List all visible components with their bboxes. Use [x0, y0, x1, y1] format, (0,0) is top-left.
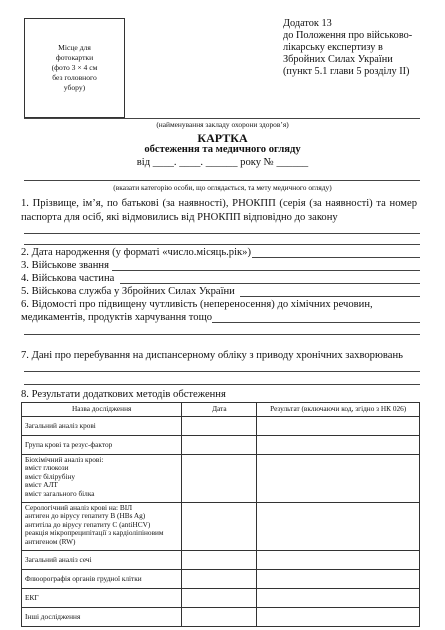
item-1-line[interactable] — [24, 233, 420, 234]
test-name-line: Загальний аналіз сечі — [25, 554, 92, 564]
photo-line: убору) — [63, 83, 86, 92]
item-5 — [21, 285, 235, 298]
test-name-line: вміст глюкози — [25, 463, 69, 473]
date-cell[interactable] — [182, 570, 257, 589]
table-row — [22, 551, 420, 570]
item-4-label: 4. Військова частина — [21, 273, 115, 284]
test-name — [22, 455, 182, 503]
column-header: Результат (включаючи код, згідно з НК 026) — [257, 403, 420, 417]
item-8: 8. Результати додаткових методів обстеження — [21, 389, 226, 400]
column-header: Назва дослідження — [22, 403, 182, 417]
table-header-row — [22, 403, 420, 417]
item-3-line[interactable] — [112, 270, 420, 271]
test-name — [22, 589, 182, 608]
photo-line: фотокартки — [55, 53, 94, 62]
photo-line: (фото 3 × 4 см — [51, 63, 98, 72]
results-table — [21, 402, 420, 627]
test-name-line: ЕКГ — [25, 592, 39, 602]
test-name — [22, 608, 182, 627]
item-3 — [21, 259, 109, 272]
item-2 — [21, 246, 251, 259]
date-cell[interactable] — [182, 589, 257, 608]
item-5-line[interactable] — [240, 296, 420, 297]
item-6-line-b: медикаментів, продуктів харчування тощо — [21, 312, 213, 323]
result-cell[interactable] — [257, 436, 420, 455]
result-cell[interactable] — [257, 455, 420, 503]
table-row — [22, 417, 420, 436]
annex-line: Додаток 13 — [283, 18, 332, 29]
category-line[interactable] — [24, 180, 420, 181]
photo-line: без головного — [52, 73, 97, 82]
item-4-line[interactable] — [120, 283, 420, 284]
test-name-line: Група крові та резус-фактор — [25, 439, 113, 449]
institution-caption: (найменування закладу охорони здоров’я) — [156, 120, 289, 129]
photo-placeholder-text — [35, 43, 115, 93]
annex-line: Збройних Силах України — [283, 54, 393, 65]
item-4 — [21, 272, 114, 285]
test-name-line: антигеном (RW) — [25, 536, 76, 546]
test-name — [22, 551, 182, 570]
test-name — [22, 570, 182, 589]
result-cell[interactable] — [257, 589, 420, 608]
item-2-label: 2. Дата народження (у форматі «число.місяць.рік») — [21, 247, 252, 258]
column-header: Дата — [182, 403, 257, 417]
test-name-line: антиген до вірусу гепатиту В (HBs Ag) — [25, 511, 146, 521]
date-cell[interactable] — [182, 455, 257, 503]
date-cell[interactable] — [182, 608, 257, 627]
item-2-line[interactable] — [252, 257, 420, 258]
result-cell[interactable] — [257, 503, 420, 551]
result-cell[interactable] — [257, 570, 420, 589]
test-name-line: Біохімічний аналіз крові: — [25, 455, 104, 464]
card-title: КАРТКА — [197, 131, 248, 145]
table-row — [22, 436, 420, 455]
test-name-line: Флюорографія органів грудної клітки — [25, 573, 142, 583]
item-3-label: 3. Військове звання — [21, 260, 109, 271]
table-row — [22, 608, 420, 627]
date-cell[interactable] — [182, 503, 257, 551]
item-1-text: 1. Прізвище, ім’я, по батькові (за наявності), РНОКПП (серія (за наявності) та номер паспорта для осіб, які відмовились від РНОКПП відповідно до закону — [21, 198, 417, 223]
test-name-line: Загальний аналіз крові — [25, 420, 96, 430]
annex-line: лікарську експертизу в — [283, 42, 383, 53]
table-row — [22, 503, 420, 551]
table-row — [22, 589, 420, 608]
result-cell[interactable] — [257, 417, 420, 436]
test-name-line: Інші дослідження — [25, 611, 81, 621]
test-name-line: Серологічний аналіз крові на: ВІЛ — [25, 503, 133, 512]
test-name — [22, 417, 182, 436]
test-name-line: реакція мікропреципітації з кардіоліпіновим — [25, 528, 164, 538]
test-name-line: антитіла до вірусу гепатиту С (antiHCV) — [25, 519, 151, 529]
photo-line: Місце для — [58, 43, 91, 52]
item-5-label: 5. Військова служба у Збройних Силах України — [21, 286, 235, 297]
date-number-line: від ____. ____. ______ року № ______ — [136, 157, 309, 168]
test-name — [22, 503, 182, 551]
date-cell[interactable] — [182, 436, 257, 455]
result-cell[interactable] — [257, 551, 420, 570]
category-caption: (вказати категорію особи, що оглядається, та мету медичного огляду) — [113, 183, 332, 192]
table-row — [22, 570, 420, 589]
date-cell[interactable] — [182, 551, 257, 570]
photo-placeholder — [24, 18, 125, 118]
test-name — [22, 436, 182, 455]
card-subtitle: обстеження та медичного огляду — [144, 144, 301, 155]
test-name-line: вміст загального білка — [25, 488, 95, 498]
item-6-line[interactable] — [212, 322, 420, 323]
item-7-line[interactable] — [24, 384, 420, 385]
annex-line: (пункт 5.1 глави 5 розділу II) — [283, 66, 410, 77]
item-1-line[interactable] — [24, 244, 420, 245]
institution-line[interactable] — [24, 118, 420, 119]
table-row — [22, 455, 420, 503]
annex-header — [283, 18, 443, 78]
annex-line: до Положення про військово- — [283, 30, 413, 41]
item-7-line[interactable] — [24, 371, 420, 372]
item-7: 7. Дані про перебування на диспансерному обліку з приводу хронічних захворювань — [21, 350, 403, 361]
item-6-line[interactable] — [24, 334, 420, 335]
test-name-line: вміст АЛТ — [25, 480, 58, 490]
test-name-line: вміст білірубіну — [25, 471, 76, 481]
item-6-line-a: 6. Відомості про підвищену чутливість (непереносення) до хімічних речовин, — [21, 299, 373, 310]
result-cell[interactable] — [257, 608, 420, 627]
date-cell[interactable] — [182, 417, 257, 436]
